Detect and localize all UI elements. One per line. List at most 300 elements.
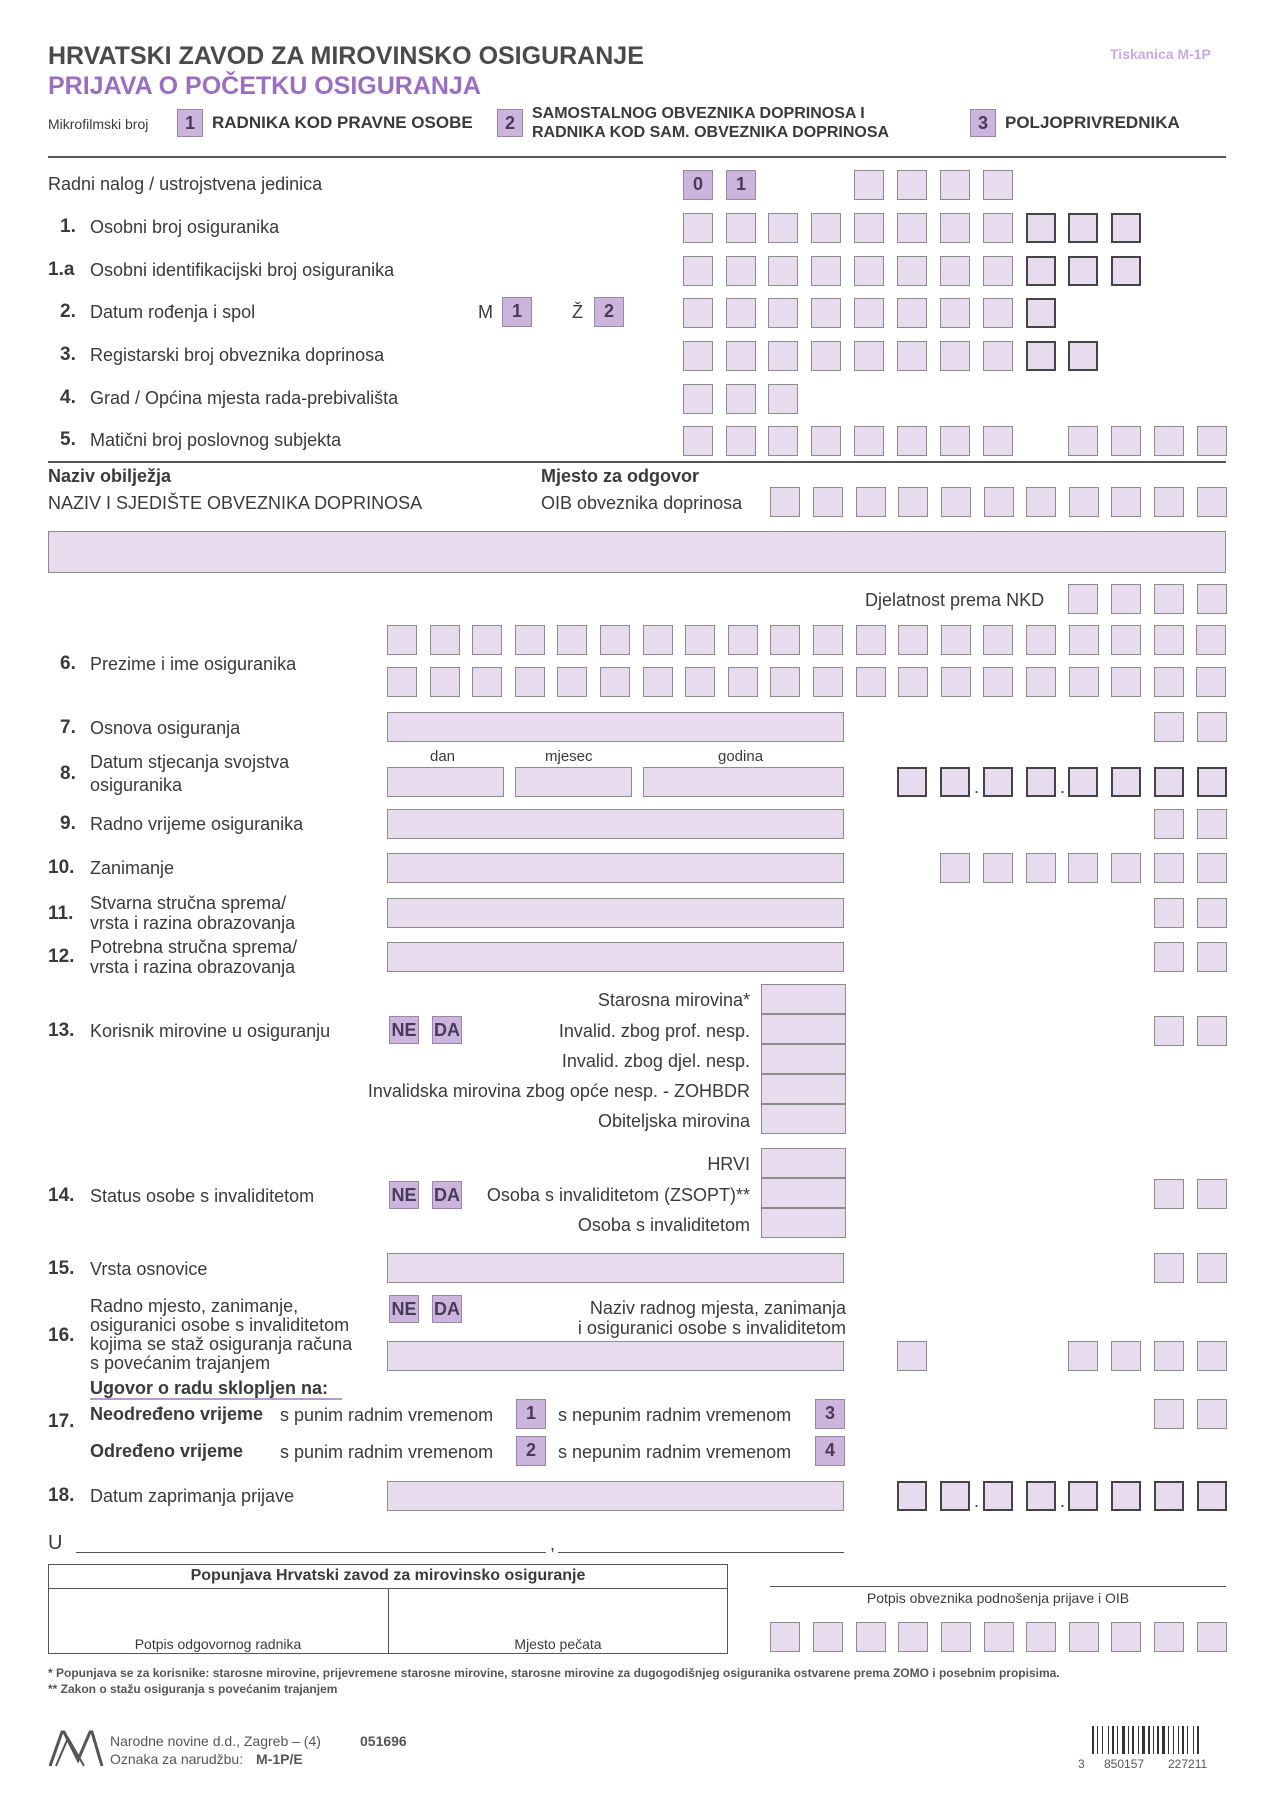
name-letter-box[interactable] <box>472 667 502 697</box>
row-2-box[interactable] <box>811 298 841 328</box>
row-1a-box[interactable] <box>811 256 841 286</box>
date-18-box[interactable] <box>1111 1481 1141 1511</box>
working-time-field[interactable] <box>387 809 844 839</box>
name-letter-box[interactable] <box>813 667 843 697</box>
date-8-box[interactable] <box>897 767 927 797</box>
footnote-1: * Popunjava se za korisnike: starosne mirovine, prijevremene starosne mirovine, starosne mirovine za dugogodišnjeg osiguranika ostvarene prema ZOMO i posebnim propisima. <box>48 1666 1060 1680</box>
row-7-box[interactable] <box>1154 712 1184 742</box>
place-prefix: U <box>48 1532 63 1554</box>
row-15-num: 15. <box>48 1258 75 1279</box>
type-2-label-1: SAMOSTALNOG OBVEZNIKA DOPRINOSA I <box>532 105 865 122</box>
row-10-box[interactable] <box>1154 853 1184 883</box>
year-caption: godina <box>718 748 764 765</box>
name-letter-box[interactable] <box>387 667 417 697</box>
name-letter-box[interactable] <box>898 625 928 655</box>
name-letter-box[interactable] <box>1069 667 1099 697</box>
order-box[interactable] <box>940 170 970 200</box>
row-5-box[interactable] <box>897 426 927 456</box>
nkd-box[interactable] <box>1068 584 1098 614</box>
name-letter-box[interactable] <box>1026 667 1056 697</box>
sex-m-label: M <box>478 302 493 322</box>
pension-option-label: Invalidska mirovina zbog opće nesp. - ZOHBDR <box>367 1081 750 1101</box>
date-8-box[interactable] <box>1154 767 1184 797</box>
barcode-digit-prefix: 3 <box>1078 1757 1085 1771</box>
name-letter-box[interactable] <box>983 625 1013 655</box>
row-2-box[interactable] <box>897 298 927 328</box>
name-letter-box[interactable] <box>387 625 417 655</box>
row-18-label: Datum zaprimanja prijave <box>90 1486 295 1506</box>
name-letter-box[interactable] <box>557 625 587 655</box>
sex-m-code[interactable]: 1 <box>502 297 532 327</box>
name-letter-box[interactable] <box>1154 625 1184 655</box>
row-16-right-2: i osiguranici osobe s invaliditetom <box>577 1318 846 1338</box>
row-17-box[interactable] <box>1154 1399 1184 1429</box>
disability-da[interactable]: DA <box>432 1181 462 1209</box>
name-letter-box[interactable] <box>941 667 971 697</box>
row-1-box[interactable] <box>940 213 970 243</box>
row-3-box[interactable] <box>726 341 756 371</box>
row-6-num: 6. <box>60 653 76 674</box>
row-12-box[interactable] <box>1197 942 1227 972</box>
pension-option-box[interactable] <box>761 1104 846 1134</box>
pension-option-label: Invalid. zbog djel. nesp. <box>561 1051 750 1071</box>
row-11-box[interactable] <box>1197 898 1227 928</box>
employer-sig-oib-box[interactable] <box>1197 1622 1227 1652</box>
row-1-box[interactable] <box>1068 213 1098 243</box>
publisher-code: 051696 <box>360 1733 407 1749</box>
type-3-code[interactable]: 3 <box>970 109 996 137</box>
row-4-label: Grad / Općina mjesta rada-prebivališta <box>90 388 399 408</box>
row-2-box[interactable] <box>983 298 1013 328</box>
row-11-label-2: vrsta i razina obrazovanja <box>90 913 296 933</box>
name-letter-box[interactable] <box>856 625 886 655</box>
row-3-box[interactable] <box>1068 341 1098 371</box>
row-5-box[interactable] <box>854 426 884 456</box>
row-18-num: 18. <box>48 1485 75 1506</box>
row-2-box[interactable] <box>940 298 970 328</box>
row-6-label: Prezime i ime osiguranika <box>90 654 297 674</box>
row-3-box[interactable] <box>1026 341 1056 371</box>
date-18-box[interactable] <box>1154 1481 1184 1511</box>
row-4-box[interactable] <box>726 384 756 414</box>
row-5-box[interactable] <box>811 426 841 456</box>
row-1-box[interactable] <box>1026 213 1056 243</box>
pension-option-label: Starosna mirovina* <box>597 990 750 1010</box>
date-8-box[interactable] <box>940 767 970 797</box>
employer-oib-box[interactable] <box>898 487 928 517</box>
name-letter-box[interactable] <box>1069 625 1099 655</box>
row-3-label: Registarski broj obveznika doprinosa <box>90 345 385 365</box>
employer-sig-oib-box[interactable] <box>856 1622 886 1652</box>
employer-sig-oib-box[interactable] <box>770 1622 800 1652</box>
workplace-name-field[interactable] <box>387 1341 844 1371</box>
row-2-box[interactable] <box>683 298 713 328</box>
base-type-field[interactable] <box>387 1253 844 1283</box>
row-17-box[interactable] <box>1197 1399 1227 1429</box>
contract-heading: Ugovor o radu sklopljen na: <box>90 1378 329 1398</box>
type-2-code[interactable]: 2 <box>497 109 523 137</box>
row-15-box[interactable] <box>1154 1253 1184 1283</box>
employer-sig-oib-box[interactable] <box>1069 1622 1099 1652</box>
name-letter-box[interactable] <box>1154 667 1184 697</box>
date-8-dot: . <box>974 777 980 797</box>
month-field[interactable] <box>515 767 632 797</box>
row-3-box[interactable] <box>854 341 884 371</box>
row-4-box[interactable] <box>768 384 798 414</box>
type-3-label: POLJOPRIVREDNIKA <box>1005 113 1180 132</box>
row-5-box[interactable] <box>940 426 970 456</box>
employer-oib-box[interactable] <box>1154 487 1184 517</box>
row-1a-box[interactable] <box>940 256 970 286</box>
order-digit-1: 1 <box>726 170 756 200</box>
section-divider <box>48 461 1226 463</box>
employer-sig-oib-box[interactable] <box>813 1622 843 1652</box>
row-2-num: 2. <box>60 301 76 322</box>
row-3-box[interactable] <box>983 341 1013 371</box>
pension-da[interactable]: DA <box>432 1016 462 1044</box>
row-1-box[interactable] <box>854 213 884 243</box>
row-1-box[interactable] <box>811 213 841 243</box>
employer-oib-box[interactable] <box>770 487 800 517</box>
row-1a-box[interactable] <box>897 256 927 286</box>
row-2-box[interactable] <box>726 298 756 328</box>
row-5-box[interactable] <box>1154 426 1184 456</box>
name-letter-box[interactable] <box>728 667 758 697</box>
employer-sig-oib-box[interactable] <box>984 1622 1014 1652</box>
contract-code-2[interactable]: 2 <box>516 1436 546 1466</box>
name-letter-box[interactable] <box>941 625 971 655</box>
row-10-box[interactable] <box>940 853 970 883</box>
name-letter-box[interactable] <box>856 667 886 697</box>
type-1-label: RADNIKA KOD PRAVNE OSOBE <box>212 113 473 132</box>
disability-option-box[interactable] <box>761 1208 846 1238</box>
year-field[interactable] <box>643 767 844 797</box>
row-16-num: 16. <box>48 1325 75 1346</box>
order-label: Radni nalog / ustrojstvena jedinica <box>48 174 323 194</box>
actual-qualification-field[interactable] <box>387 898 844 928</box>
row-1-num: 1. <box>60 216 76 237</box>
row-5-box[interactable] <box>726 426 756 456</box>
barcode-digits-1: 850157 <box>1104 1757 1145 1771</box>
row-1a-label: Osobni identifikacijski broj osiguranika <box>90 260 395 280</box>
order-box[interactable] <box>983 170 1013 200</box>
nkd-box[interactable] <box>1154 584 1184 614</box>
pension-option-box[interactable] <box>761 1014 846 1044</box>
order-code-value: M-1P/E <box>256 1751 303 1767</box>
pension-ne[interactable]: NE <box>389 1016 419 1044</box>
barcode-digits-2: 227211 <box>1168 1757 1208 1771</box>
row-7-label: Osnova osiguranja <box>90 718 241 738</box>
row-1a-box[interactable] <box>726 256 756 286</box>
row-2-box[interactable] <box>768 298 798 328</box>
receipt-date-field[interactable] <box>387 1481 844 1511</box>
disability-option-box[interactable] <box>761 1178 846 1208</box>
row-16-box[interactable] <box>1197 1341 1227 1371</box>
order-box[interactable] <box>897 170 927 200</box>
employer-sig-oib-box[interactable] <box>898 1622 928 1652</box>
day-caption: dan <box>430 748 456 765</box>
name-letter-box[interactable] <box>685 667 715 697</box>
extended-service-ne[interactable]: NE <box>389 1295 419 1323</box>
pension-option-label: Invalid. zbog prof. nesp. <box>558 1021 750 1041</box>
row-17-num: 17. <box>48 1411 75 1432</box>
row-10-box[interactable] <box>1197 853 1227 883</box>
org-title: HRVATSKI ZAVOD ZA MIROVINSKO OSIGURANJE <box>48 42 644 70</box>
row-1a-box[interactable] <box>683 256 713 286</box>
row-16-box[interactable] <box>1154 1341 1184 1371</box>
barcode-icon <box>1092 1726 1226 1754</box>
row-5-label: Matični broj poslovnog subjekta <box>90 430 342 450</box>
name-letter-box[interactable] <box>515 625 545 655</box>
date-18-dot: . <box>974 1491 980 1511</box>
row-1-box[interactable] <box>983 213 1013 243</box>
col-head-attribute: Naziv obilježja <box>48 466 172 486</box>
employer-oib-box[interactable] <box>1197 487 1227 517</box>
row-10-box[interactable] <box>1111 853 1141 883</box>
disability-option-label: Osoba s invaliditetom (ZSOPT)** <box>486 1185 750 1205</box>
row-2-box[interactable] <box>854 298 884 328</box>
row-9-box[interactable] <box>1154 809 1184 839</box>
row-14-box[interactable] <box>1197 1179 1227 1209</box>
contract-code-1[interactable]: 1 <box>516 1399 546 1429</box>
row-14-num: 14. <box>48 1185 75 1206</box>
name-letter-box[interactable] <box>600 625 630 655</box>
row-8-label-1: Datum stjecanja svojstva <box>90 752 290 772</box>
row-1a-num: 1.a <box>48 259 75 280</box>
name-letter-box[interactable] <box>1111 625 1141 655</box>
row-10-box[interactable] <box>983 853 1013 883</box>
row-7-box[interactable] <box>1197 712 1227 742</box>
name-letter-box[interactable] <box>983 667 1013 697</box>
row-8-num: 8. <box>60 763 76 784</box>
full-time-label: s punim radnim vremenom <box>280 1405 494 1425</box>
name-letter-box[interactable] <box>1196 625 1226 655</box>
day-field[interactable] <box>387 767 504 797</box>
row-2-sex-box[interactable] <box>1026 298 1056 328</box>
row-1a-box[interactable] <box>768 256 798 286</box>
date-18-box[interactable] <box>940 1481 970 1511</box>
row-1-label: Osobni broj osiguranika <box>90 217 280 237</box>
date-8-box[interactable] <box>1197 767 1227 797</box>
name-letter-box[interactable] <box>472 625 502 655</box>
employer-oib-box[interactable] <box>1026 487 1056 517</box>
disability-ne[interactable]: NE <box>389 1181 419 1209</box>
pension-option-box[interactable] <box>761 984 846 1014</box>
date-line[interactable] <box>558 1552 844 1553</box>
row-3-num: 3. <box>60 344 76 365</box>
row-10-box[interactable] <box>1068 853 1098 883</box>
contract-code-3[interactable]: 3 <box>815 1399 845 1429</box>
publisher-text: Narodne novine d.d., Zagreb – (4) <box>110 1733 321 1749</box>
row-16-label-line: s povećanim trajanjem <box>90 1353 271 1373</box>
employer-oib-box[interactable] <box>941 487 971 517</box>
type-1-code[interactable]: 1 <box>177 109 203 137</box>
employer-name-field[interactable] <box>48 531 1226 573</box>
date-8-box[interactable] <box>1111 767 1141 797</box>
sex-z-label: Ž <box>572 302 583 322</box>
row-13-box[interactable] <box>1154 1016 1184 1046</box>
microfilm-label: Mikrofilmski broj <box>48 116 149 132</box>
place-line[interactable] <box>76 1552 546 1553</box>
order-box[interactable] <box>854 170 884 200</box>
name-letter-box[interactable] <box>557 667 587 697</box>
name-letter-box[interactable] <box>1111 667 1141 697</box>
date-18-box[interactable] <box>1197 1481 1227 1511</box>
date-8-box[interactable] <box>983 767 1013 797</box>
row-4-num: 4. <box>60 387 76 408</box>
row-12-label-2: vrsta i razina obrazovanja <box>90 957 296 977</box>
part-time-label: s nepunim radnim vremenom <box>558 1442 792 1462</box>
nkd-box[interactable] <box>1197 584 1227 614</box>
pension-option-label: Obiteljska mirovina <box>597 1111 750 1131</box>
name-letter-box[interactable] <box>813 625 843 655</box>
row-8-label-2: osiguranika <box>90 775 183 795</box>
stamp-label: Mjesto pečata <box>514 1636 602 1652</box>
date-18-dot: . <box>1060 1491 1066 1511</box>
name-letter-box[interactable] <box>770 625 800 655</box>
row-15-label: Vrsta osnovice <box>90 1259 208 1279</box>
row-2-label: Datum rođenja i spol <box>90 302 256 322</box>
sex-z-code[interactable]: 2 <box>594 297 624 327</box>
row-10-num: 10. <box>48 857 75 878</box>
nkd-label: Djelatnost prema NKD <box>865 590 1045 610</box>
row-9-num: 9. <box>60 813 76 834</box>
name-letter-box[interactable] <box>1196 667 1226 697</box>
name-letter-box[interactable] <box>685 625 715 655</box>
name-letter-box[interactable] <box>643 625 673 655</box>
row-1-box[interactable] <box>726 213 756 243</box>
employer-oib-box[interactable] <box>813 487 843 517</box>
type-2-label-2: RADNIKA KOD SAM. OBVEZNIKA DOPRINOSA <box>532 124 890 141</box>
month-caption: mjesec <box>545 748 593 765</box>
row-12-box[interactable] <box>1154 942 1184 972</box>
row-1a-box[interactable] <box>1026 256 1056 286</box>
disability-option-box[interactable] <box>761 1148 846 1178</box>
employer-sig-oib-box[interactable] <box>941 1622 971 1652</box>
row-1a-box[interactable] <box>1111 256 1141 286</box>
name-letter-box[interactable] <box>770 667 800 697</box>
date-18-box[interactable] <box>983 1481 1013 1511</box>
row-3-box[interactable] <box>940 341 970 371</box>
pension-option-box[interactable] <box>761 1044 846 1074</box>
name-letter-box[interactable] <box>728 625 758 655</box>
name-letter-box[interactable] <box>1026 625 1056 655</box>
order-code-label: Oznaka za narudžbu: <box>110 1751 244 1767</box>
date-18-box[interactable] <box>1068 1481 1098 1511</box>
row-11-box[interactable] <box>1154 898 1184 928</box>
indefinite-label: Neodređeno vrijeme <box>90 1404 264 1424</box>
row-5-box[interactable] <box>768 426 798 456</box>
employer-oib-box[interactable] <box>984 487 1014 517</box>
nkd-box[interactable] <box>1111 584 1141 614</box>
date-8-box[interactable] <box>1026 767 1056 797</box>
full-time-label: s punim radnim vremenom <box>280 1442 494 1462</box>
row-1-box[interactable] <box>1111 213 1141 243</box>
row-3-box[interactable] <box>768 341 798 371</box>
occupation-field[interactable] <box>387 853 844 883</box>
row-5-box[interactable] <box>1111 426 1141 456</box>
row-14-box[interactable] <box>1154 1179 1184 1209</box>
row-16-label-line: Radno mjesto, zanimanje, <box>90 1296 299 1316</box>
row-1-box[interactable] <box>768 213 798 243</box>
officer-signature-label: Potpis odgovornog radnika <box>134 1636 302 1652</box>
row-15-box[interactable] <box>1197 1253 1227 1283</box>
row-12-label-1: Potrebna stručna sprema/ <box>90 937 298 957</box>
row-3-box[interactable] <box>811 341 841 371</box>
row-13-label: Korisnik mirovine u osiguranju <box>90 1021 331 1041</box>
name-letter-box[interactable] <box>898 667 928 697</box>
row-12-num: 12. <box>48 946 75 967</box>
order-digit-0: 0 <box>683 170 713 200</box>
footnote-2: ** Zakon o stažu osiguranja s povećanim trajanjem <box>48 1682 338 1696</box>
employer-oib-box[interactable] <box>1069 487 1099 517</box>
employer-sig-oib-box[interactable] <box>1154 1622 1184 1652</box>
row-7-num: 7. <box>60 717 76 738</box>
row-16-box[interactable] <box>897 1341 927 1371</box>
office-box-header: Popunjava Hrvatski zavod za mirovinsko osiguranje <box>190 1567 586 1584</box>
row-1-box[interactable] <box>683 213 713 243</box>
row-11-num: 11. <box>48 903 74 924</box>
insurance-basis-field[interactable] <box>387 712 844 742</box>
date-18-box[interactable] <box>897 1481 927 1511</box>
form-title: PRIJAVA O POČETKU OSIGURANJA <box>48 72 481 100</box>
employer-oib-box[interactable] <box>856 487 886 517</box>
employer-oib-label: OIB obveznika doprinosa <box>541 493 743 513</box>
required-qualification-field[interactable] <box>387 942 844 972</box>
extended-service-da[interactable]: DA <box>432 1295 462 1323</box>
row-5-box[interactable] <box>683 426 713 456</box>
disability-option-label: HRVI <box>707 1154 750 1174</box>
name-letter-box[interactable] <box>430 625 460 655</box>
row-5-box[interactable] <box>1068 426 1098 456</box>
row-1a-box[interactable] <box>854 256 884 286</box>
part-time-label: s nepunim radnim vremenom <box>558 1405 792 1425</box>
employer-sig-oib-box[interactable] <box>1026 1622 1056 1652</box>
date-8-dot: . <box>1060 777 1066 797</box>
publisher-logo-icon <box>48 1728 104 1768</box>
row-5-box[interactable] <box>1197 426 1227 456</box>
row-16-box[interactable] <box>1111 1341 1141 1371</box>
row-3-box[interactable] <box>683 341 713 371</box>
form-code: Tiskanica M-1P <box>1110 46 1211 62</box>
row-5-num: 5. <box>60 429 76 450</box>
contract-heading-underline <box>90 1398 342 1400</box>
row-10-box[interactable] <box>1026 853 1056 883</box>
name-letter-box[interactable] <box>515 667 545 697</box>
contract-code-4[interactable]: 4 <box>815 1436 845 1466</box>
employer-sig-oib-box[interactable] <box>1111 1622 1141 1652</box>
name-letter-box[interactable] <box>600 667 630 697</box>
row-16-right-1: Naziv radnog mjesta, zanimanja <box>589 1298 846 1318</box>
name-letter-box[interactable] <box>643 667 673 697</box>
employer-oib-box[interactable] <box>1111 487 1141 517</box>
disability-option-label: Osoba s invaliditetom <box>577 1215 750 1235</box>
row-4-box[interactable] <box>683 384 713 414</box>
row-1a-box[interactable] <box>1068 256 1098 286</box>
row-1-box[interactable] <box>897 213 927 243</box>
row-3-box[interactable] <box>897 341 927 371</box>
date-8-box[interactable] <box>1068 767 1098 797</box>
date-18-box[interactable] <box>1026 1481 1056 1511</box>
row-1a-box[interactable] <box>983 256 1013 286</box>
name-letter-box[interactable] <box>430 667 460 697</box>
row-9-box[interactable] <box>1197 809 1227 839</box>
pension-option-box[interactable] <box>761 1074 846 1104</box>
row-5-box[interactable] <box>983 426 1013 456</box>
place-comma: , <box>550 1534 556 1554</box>
row-13-box[interactable] <box>1197 1016 1227 1046</box>
row-16-box[interactable] <box>1068 1341 1098 1371</box>
